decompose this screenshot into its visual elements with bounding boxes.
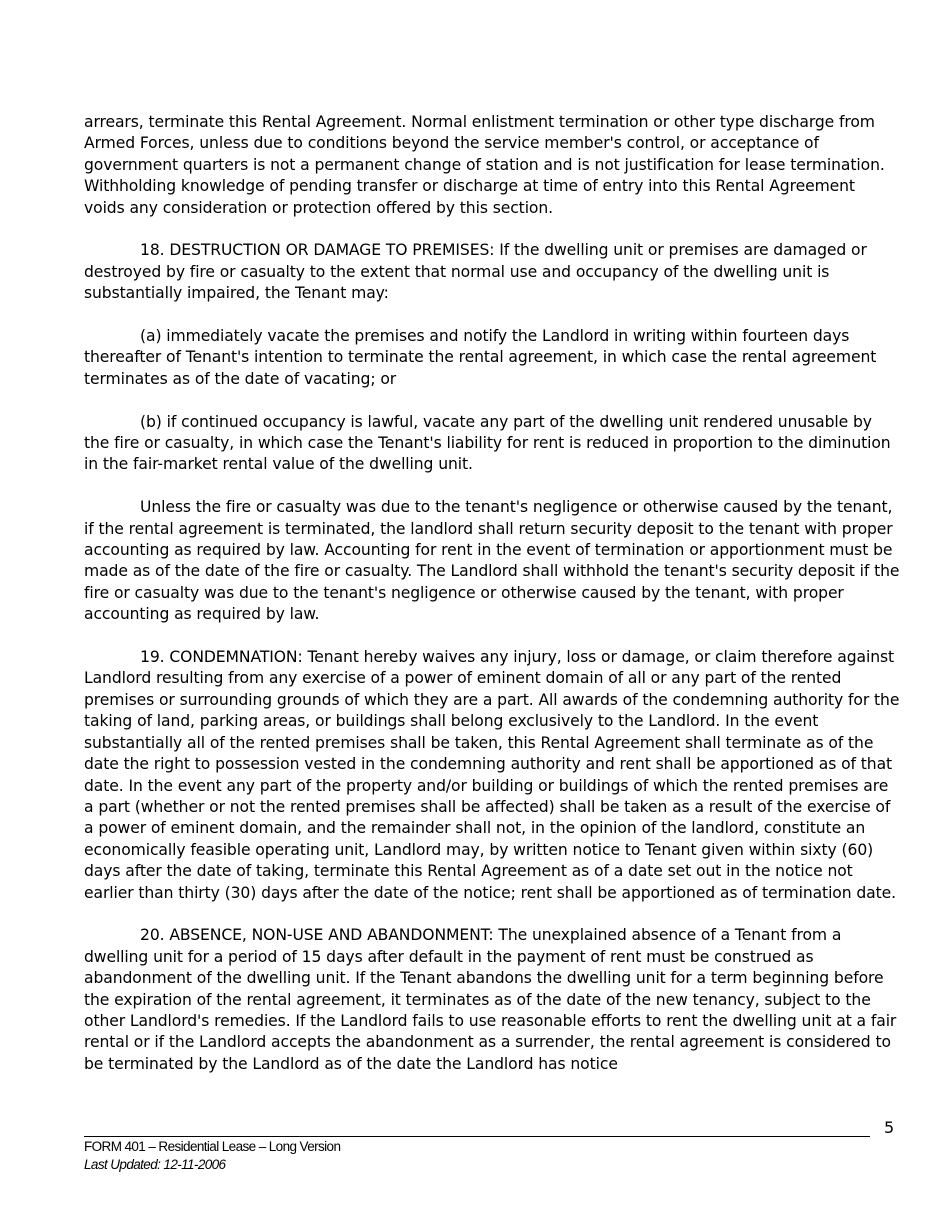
section-20-abandonment — [84, 925, 900, 1075]
section-18-option-b — [84, 412, 900, 476]
section-19-heading: 19. CONDEMNATION: — [140, 648, 303, 667]
security-deposit-text: Unless the fire or casualty was due to the tenant's negligence or otherwise caused by the tenant, if the rental agreement is terminated, the landlord shall return security deposit to the tenant with proper accounting as required by law. Accounting for rent in the event of termination or apportionment must be made as of the date of the fire or casualty. The Landlord shall withhold the tenant's security deposit if the fire or casualty was due to the tenant's negligence or otherwise caused by the tenant, with proper accounting as required by law. — [84, 498, 900, 624]
paragraph-arrears-continuation — [84, 112, 900, 219]
section-18-text: If the dwelling unit or premises are damaged or destroyed by fire or casualty to the extent that normal use and occupancy of the dwelling unit is substantially impaired, the Tenant may: — [84, 241, 867, 303]
footer-last-updated: Last Updated: 12-11-2006 — [84, 1157, 226, 1172]
section-19-condemnation — [84, 647, 900, 904]
option-b-text: (b) if continued occupancy is lawful, vacate any part of the dwelling unit rendered unusable by the fire or casualty, in which case the Tenant's liability for rent is reduced in proportion to the diminution in the fair-market rental value of the dwelling unit. — [84, 412, 891, 474]
footer-form-title: FORM 401 – Residential Lease – Long Version — [84, 1139, 341, 1154]
document-body — [84, 112, 900, 1097]
paragraph-text: arrears, terminate this Rental Agreement. Normal enlistment termination or other type discharge from Armed Forces, unless due to conditions beyond the service member's control, or acceptance of government quarters is not a permanent change of station and is not justification for lease termination. Withholding knowledge of pending transfer or discharge at time of entry into this Rental Agreement voids any consideration or protection offered by this section. — [84, 113, 885, 217]
section-20-text: The unexplained absence of a Tenant from a dwelling unit for a period of 15 days after default in the payment of rent must be construed as abandonment of the dwelling unit. If the Tenant abandons the dwelling unit for a term beginning before the expiration of the rental agreement, it terminates as of the date of the new tenancy, subject to the other Landlord's remedies. If the Landlord fails to use reasonable efforts to rent the dwelling unit at a fair rental or if the Landlord accepts the abandonment as a surrender, the rental agreement is considered to be terminated by the Landlord as of the date the Landlord has notice — [84, 926, 897, 1073]
section-18-destruction — [84, 240, 900, 304]
section-18-option-a — [84, 326, 900, 390]
option-a-text: (a) immediately vacate the premises and notify the Landlord in writing within fourteen days thereafter of Tenant's intention to terminate the rental agreement, in which case the rental agreement terminates as of the date of vacating; or — [84, 327, 877, 388]
section-20-heading: 20. ABSENCE, NON-USE AND ABANDONMENT: — [140, 926, 494, 945]
section-18-security-deposit — [84, 497, 900, 625]
section-18-heading: 18. DESTRUCTION OR DAMAGE TO PREMISES: — [140, 241, 495, 260]
footer-divider — [84, 1136, 870, 1137]
section-19-text: Tenant hereby waives any injury, loss or damage, or claim therefore against Landlord resulting from any exercise of a power of eminent domain of all or any part of the rented premises or surrounding grounds of which they are a part. All awards of the condemning authority for the taking of land, parking areas, or buildings shall belong exclusively to the Landlord. In the event substantially all of the rented premises shall be taken, this Rental Agreement shall terminate as of the date the right to possession vested in the condemning authority and rent shall be apportioned as of that date. In the event any part of the property and/or building or buildings of which the rented premises are a part (whether or not the rented premises shall be affected) shall be taken as a result of the exercise of a power of eminent domain, and the remainder shall not, in the opinion of the landlord, constitute an economically feasible operating unit, Landlord may, by written notice to Tenant given within sixty (60) days after the date of taking, terminate this Rental Agreement as of a date set out in the notice not earlier than thirty (30) days after the date of the notice; rent shall be apportioned as of termination date. — [84, 648, 900, 902]
page-number: 5 — [884, 1118, 895, 1137]
